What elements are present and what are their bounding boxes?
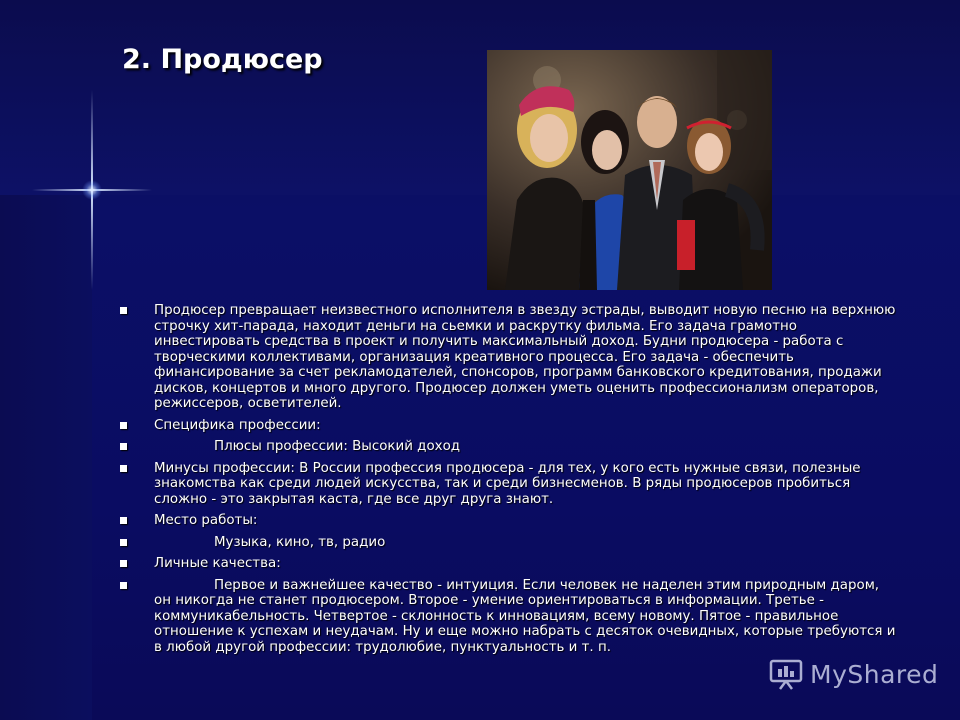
background-left-band (0, 195, 92, 720)
list-item: Минусы профессии: В России профессия продюсера - для тех, у кого есть нужные связи, полезные знакомства как среди людей искусства, так и среди бизнесменов. В ряды продюсеров пробиться сложно - это закрытая каста, где все друг друга знают. (118, 461, 898, 508)
group-photo (487, 50, 772, 290)
list-item: Плюсы профессии: Высокий доход (118, 439, 898, 455)
logo-text: MyShared (810, 659, 939, 689)
list-item: Продюсер превращает неизвестного исполнителя в звезду эстрады, выводит новую песню на верхнюю строчку хит-парада, находит деньги на сьемки и раскрутку фильма. Его задача грамотно инвестировать средства в проект и получить максимальный доход. Будни продюсера - работа с творческими коллективами, организация креативного процесса. Его задача - обеспечить финансирование за счет рекламодателей, спонсоров, программ банковского кредитования, продажи дисков, концертов и много другого. Продюсер должен уметь оценить профессионализм операторов, режиссеров, осветителей. (118, 303, 898, 412)
presentation-board-icon (768, 657, 804, 691)
bullet-square-icon (120, 443, 127, 450)
list-item: Личные качества: (118, 556, 898, 572)
bullet-square-icon (120, 465, 127, 472)
list-item: Музыка, кино, тв, радио (118, 535, 898, 551)
bullet-square-icon (120, 539, 127, 546)
bullet-square-icon (120, 307, 127, 314)
list-item: Место работы: (118, 513, 898, 529)
background-top-band (0, 0, 960, 195)
myshared-logo[interactable] (768, 656, 938, 692)
bullet-list (118, 303, 898, 661)
bullet-square-icon (120, 517, 127, 524)
bullet-square-icon (120, 582, 127, 589)
list-item: Специфика профессии: (118, 418, 898, 434)
slide-title: 2. Продюсер (122, 44, 323, 75)
bullet-square-icon (120, 422, 127, 429)
list-item: Первое и важнейшее качество - интуиция. Если человек не наделен этим природным даром, он никогда не станет продюсером. Второе - умение ориентироваться в информации. Третье - коммуникабельность. Четвертое - склонность к инновациям, всему новому. Пятое - правильное отношение к успехам и неудачам. Ну и еще можно набрать с десяток очевидных, которые требуются и в любой другой профессии: трудолюбие, пунктуальность и т. п. (118, 578, 898, 656)
bullet-square-icon (120, 560, 127, 567)
